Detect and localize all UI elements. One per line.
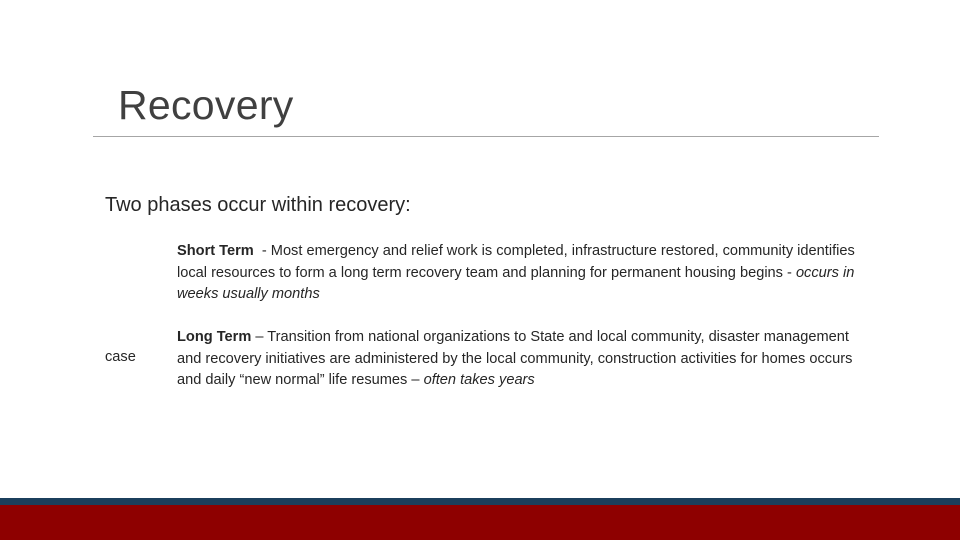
long-term-text: – Transition from national organizations to State and local community, disaster management and recovery initiatives are administered by the local community, construction activities for homes occurs and daily “new normal” life resumes – [177,329,857,389]
side-label: case [105,349,136,365]
slide-title: Recovery [118,82,294,128]
long-term-paragraph [177,327,857,392]
footer-band-blue [0,498,960,505]
short-term-label: Short Term [177,243,254,259]
short-term-text: - Most emergency and relief work is completed, infrastructure restored, community identifies local resources to form a long term recovery team and planning for permanent housing begins - [177,243,859,281]
title-divider [93,136,879,137]
footer-band-red [0,505,960,540]
short-term-paragraph [177,241,857,306]
intro-text: Two phases occur within recovery: [105,194,411,216]
long-term-label: Long Term [177,329,252,345]
short-term-note: occurs in weeks usually months [177,264,855,303]
long-term-note: often takes years [423,372,535,389]
